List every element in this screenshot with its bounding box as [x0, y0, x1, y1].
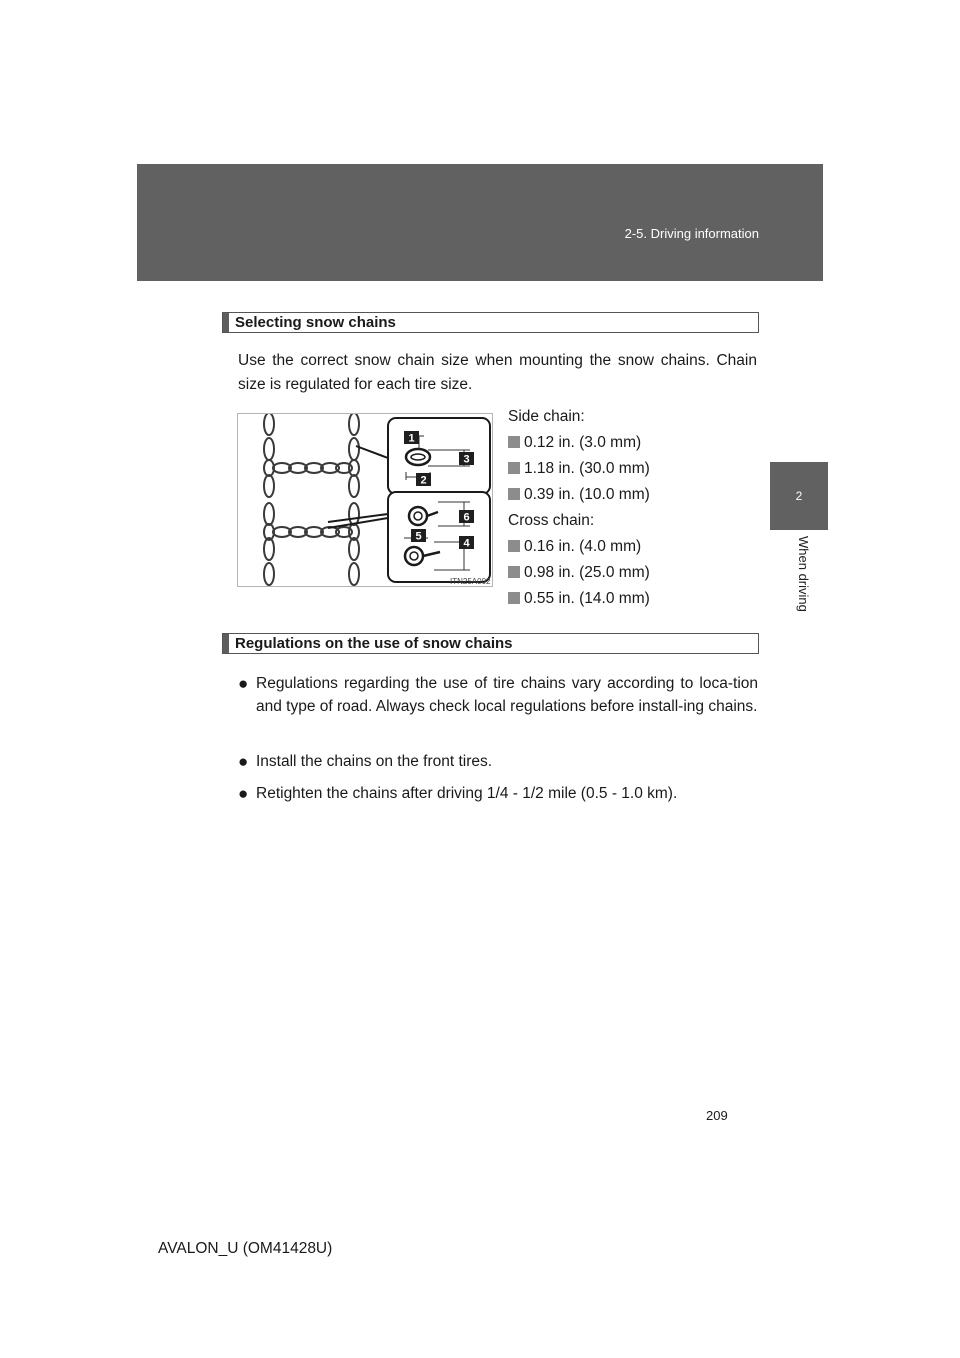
- callout-1: 1: [408, 432, 415, 445]
- intro-paragraph: Use the correct snow chain size when mounting the snow chains. Chain size is regulated for each tire size.: [238, 352, 757, 393]
- cross-chain-item: 0.98 in. (25.0 mm): [508, 564, 650, 582]
- callout-6: 6: [463, 511, 470, 524]
- cross-chain-label: Cross chain:: [508, 512, 595, 529]
- square-bullet-icon: [508, 540, 520, 552]
- section-heading-regulations: [222, 633, 759, 654]
- callout-4: 4: [463, 537, 470, 550]
- bullet-icon: ●: [238, 784, 249, 803]
- callout-5: 5: [415, 530, 422, 543]
- square-bullet-icon: [508, 566, 520, 578]
- chapter-label: When driving: [796, 536, 811, 612]
- bullet-icon: ●: [238, 752, 249, 771]
- square-bullet-icon: [508, 592, 520, 604]
- cross-chain-item: 0.55 in. (14.0 mm): [508, 590, 650, 608]
- left-side-chain: [264, 414, 274, 585]
- side-chain-item: 0.39 in. (10.0 mm): [508, 486, 650, 504]
- snow-chain-drawing: [238, 414, 494, 588]
- side-chain-label: Side chain:: [508, 408, 585, 425]
- section-label: 2-5. Driving information: [624, 226, 759, 241]
- side-chain-item: 1.18 in. (30.0 mm): [508, 460, 650, 478]
- cross-chain-detail: [388, 492, 490, 582]
- page-number: 209: [706, 1108, 728, 1123]
- section-heading-selecting: [222, 312, 759, 333]
- callout-3: 3: [463, 453, 470, 466]
- chapter-number: 2: [795, 489, 803, 503]
- snow-chain-illustration: [237, 413, 493, 587]
- lower-cross-chain: [264, 524, 359, 540]
- right-side-chain: [349, 414, 359, 585]
- bullet-icon: ●: [238, 674, 249, 693]
- section-heading-text: Selecting snow chains: [235, 314, 396, 331]
- chapter-tab: [770, 462, 828, 530]
- square-bullet-icon: [508, 436, 520, 448]
- footer-doc-id: AVALON_U (OM41428U): [158, 1240, 333, 1257]
- section-heading-text: Regulations on the use of snow chains: [235, 635, 513, 652]
- side-chain-detail: [388, 418, 490, 494]
- square-bullet-icon: [508, 462, 520, 474]
- header-band: [137, 164, 823, 281]
- side-chain-item: 0.12 in. (3.0 mm): [508, 434, 641, 452]
- square-bullet-icon: [508, 488, 520, 500]
- cross-chain-item: 0.16 in. (4.0 mm): [508, 538, 641, 556]
- upper-cross-chain: [264, 460, 359, 476]
- figure-code: ITN25A002: [450, 577, 491, 586]
- callout-2: 2: [420, 474, 427, 487]
